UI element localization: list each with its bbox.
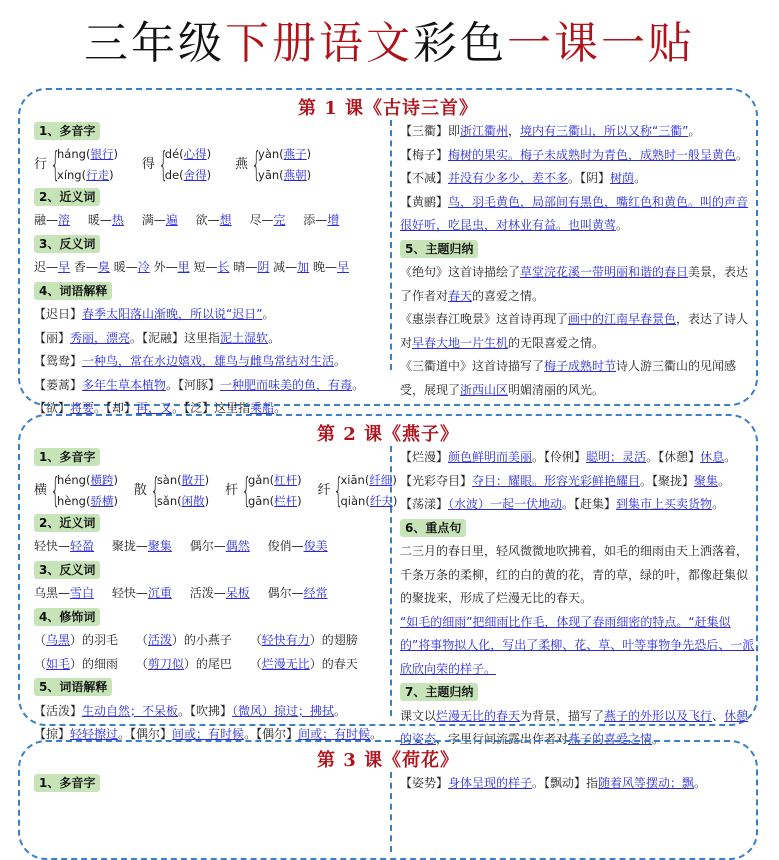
answer-link[interactable]: 乌黑: [46, 633, 71, 647]
answer-link[interactable]: 想: [219, 213, 232, 227]
title-part: 一课一贴: [507, 18, 695, 69]
lesson-1-card: [18, 88, 758, 415]
text: ）的翅膀: [309, 633, 358, 647]
definition-line: [34, 700, 384, 724]
definition-link[interactable]: 鸟，羽毛黄色，局部间有黑色，嘴红色和黄色。叫的声音很好听，吃昆虫，对林业有益。也叫黄莺: [400, 194, 749, 232]
pinyin: yàn: [258, 146, 280, 161]
term: 暖—: [87, 213, 112, 227]
term: 欲—: [195, 213, 220, 227]
answer-link[interactable]: 剪刀似: [147, 656, 184, 671]
definition-line: [400, 493, 756, 517]
definition-line: [400, 772, 756, 796]
pinyin: gǎn: [247, 472, 270, 487]
key-link[interactable]: 燕子的喜爱之情: [568, 732, 653, 746]
theme-paragraph: [400, 308, 756, 355]
pinyin: gān: [247, 493, 270, 508]
definition-link[interactable]: （微风）掠过；拂拭: [232, 703, 335, 718]
answer-link[interactable]: 增: [327, 213, 340, 227]
key-link[interactable]: 烂漫无比的春天: [436, 708, 521, 723]
word-link[interactable]: 骄横: [90, 493, 114, 508]
text: ）的小燕子: [171, 633, 232, 647]
theme-paragraph: [400, 261, 756, 308]
pinyin: qiàn: [340, 493, 366, 508]
text: ，表达了诗人对: [400, 312, 749, 350]
term: 【迟日】: [34, 307, 83, 321]
brace-icon: {: [241, 470, 252, 511]
answer-link[interactable]: 早: [337, 260, 350, 274]
term: 【荡漾】: [400, 497, 449, 511]
pinyin: héng: [57, 472, 86, 487]
answer-link[interactable]: 里: [177, 260, 190, 274]
definition-link[interactable]: 将要: [70, 401, 95, 415]
punct: 。: [274, 401, 287, 415]
answer-link[interactable]: 冷: [137, 260, 150, 274]
section-heading: 4、修饰词: [34, 608, 100, 626]
definition-link[interactable]: 间或；有时候: [298, 727, 371, 741]
definition-link[interactable]: （水波）一起一伏地动: [448, 497, 563, 511]
term: 满—: [141, 213, 166, 227]
definition-line: [400, 470, 756, 494]
answer-link[interactable]: 遍: [165, 213, 178, 227]
definition-link[interactable]: 并没有少多少，差不多: [448, 171, 569, 185]
text: 课文以: [400, 708, 437, 723]
title-part: 彩色: [413, 18, 507, 69]
section-heading: 2、近义词: [34, 188, 100, 206]
definition-link[interactable]: 一种鸟，常在水边嬉戏，雄鸟与雌鸟常结对生活: [82, 354, 335, 368]
text: ）的春天: [309, 656, 358, 671]
definition-link[interactable]: 身体呈现的样子: [448, 776, 533, 790]
synonym-row: [34, 535, 384, 559]
term: 【三衢】即: [400, 124, 461, 138]
key-sentence-note[interactable]: “如毛的细雨”把细雨比作毛，体现了春雨细密的特点。“赶集似的”将事物拟人化，写出了柔柳、花、草、叶等事物争先恐后、一派欣欣向荣的样子。: [400, 614, 755, 676]
term: 暖—: [113, 260, 138, 274]
definition-link[interactable]: 浙江衢州: [460, 124, 509, 138]
term: 。【偶尔】: [244, 727, 299, 741]
answer-link[interactable]: 呆板: [225, 586, 250, 600]
punct: （: [249, 656, 262, 671]
key-link[interactable]: 画中的江南早春景色: [568, 312, 677, 326]
answer-link[interactable]: 轻盈: [70, 539, 95, 553]
polyphone-item: 燕 { yàn(燕子) yān(燕朝): [235, 144, 312, 185]
polyphone-item: 行 { háng(银行) xíng(行走): [34, 144, 118, 185]
definition-line: [34, 350, 384, 374]
definition-link[interactable]: 一种肥而味美的鱼，有毒: [220, 377, 353, 392]
modifier-row: [34, 653, 384, 677]
text: ）的细雨: [70, 656, 119, 671]
pinyin: dé: [164, 146, 180, 161]
brace-icon: {: [50, 470, 61, 511]
pinyin: de: [164, 167, 180, 182]
brace-icon: {: [158, 144, 169, 185]
theme-paragraph: [400, 355, 756, 402]
text: 的喜爱之情。: [472, 288, 545, 303]
punct: 。: [268, 330, 281, 345]
term: 。【河豚】: [166, 377, 221, 392]
punct: 。: [724, 450, 737, 464]
key-link[interactable]: 春天: [448, 288, 473, 303]
punct: 。: [370, 727, 383, 741]
definition-link[interactable]: 生动自然；不呆板: [82, 703, 179, 718]
definition-link[interactable]: 树荫: [610, 171, 635, 185]
definition-line: [34, 374, 384, 398]
key-link[interactable]: 燕子的外形以及飞行: [604, 708, 713, 723]
punct: 。: [634, 171, 647, 185]
lesson-3-card: [18, 740, 758, 860]
modifier-row: [34, 629, 384, 653]
pinyin: xiān: [340, 472, 365, 487]
section-heading: 1、多音字: [34, 122, 100, 140]
text: 明媚清丽的风光。: [508, 382, 605, 397]
term: 。【赶集】: [562, 497, 617, 511]
term: 。【泛】这里指: [172, 401, 251, 415]
section-heading: 7、主题归纳: [400, 683, 478, 701]
section-heading: 1、多音字: [34, 774, 100, 792]
pinyin: hèng: [57, 493, 86, 508]
term: 。【伶俐】: [532, 450, 587, 464]
definition-link[interactable]: 间或；有时候: [172, 727, 245, 741]
answer-link[interactable]: 臭: [97, 260, 110, 274]
punct: 。: [334, 354, 347, 368]
word-link[interactable]: 纤细: [369, 472, 393, 487]
punct: （: [34, 633, 47, 647]
synonym-row: [34, 209, 384, 233]
answer-link[interactable]: 雪白: [70, 586, 95, 600]
polyphone-item: 杆 { gǎn(杠杆) gān(栏杆): [224, 470, 302, 511]
definition-link[interactable]: 多年生草本植物: [82, 377, 167, 392]
word-link[interactable]: 栏杆: [274, 493, 298, 508]
definition-line: [34, 303, 384, 327]
text: 《绝句》这首诗描绘了: [400, 265, 521, 279]
polyphone-item: 横 { héng(横跨) hèng(骄横): [34, 470, 118, 511]
definition-link[interactable]: 聪明；灵活: [586, 450, 647, 464]
term: 尽—: [249, 213, 274, 227]
punct: ，: [508, 124, 521, 138]
polyphone-item: 得 { dé(心得) de(舍得): [141, 144, 212, 185]
definition-link[interactable]: 乘船: [250, 401, 275, 415]
punct: 。: [352, 377, 365, 392]
term: 迟—: [34, 260, 59, 274]
definition-link[interactable]: 再，又: [136, 401, 173, 415]
char: 得: [141, 156, 155, 172]
definition-link[interactable]: 夺目：耀眼。形容光彩鲜艳耀目: [472, 473, 641, 488]
term: 偶尔—: [189, 539, 226, 553]
pinyin: yān: [258, 167, 280, 182]
left-column: [34, 446, 398, 747]
text: 《三衢道中》这首诗描写了: [400, 359, 545, 373]
term: 外—: [153, 260, 178, 274]
char: 燕: [235, 156, 249, 172]
char: 杆: [224, 482, 238, 498]
brace-icon: {: [50, 144, 61, 185]
answer-link[interactable]: 热: [111, 213, 124, 227]
word-link[interactable]: 燕朝: [283, 167, 307, 182]
definition-line: [34, 327, 384, 351]
answer-link[interactable]: 轻快有力: [261, 633, 310, 647]
term: 偶尔—: [267, 586, 304, 600]
word-link[interactable]: 行走: [86, 167, 110, 182]
lesson-title: 第 2 课《燕子》: [316, 424, 460, 445]
term: 俊俏—: [267, 539, 304, 553]
term: 晴—: [233, 260, 258, 274]
punct: （: [249, 633, 262, 647]
section-heading: 5、主题归纳: [400, 240, 478, 258]
term: 轻快—: [111, 586, 148, 600]
char: 横: [34, 482, 48, 498]
right-column: [390, 446, 756, 746]
definition-link[interactable]: 春季太阳落山渐晚，所以说“迟日”: [82, 307, 263, 321]
word-link[interactable]: 杠杆: [274, 472, 298, 487]
term: 融—: [34, 213, 59, 227]
word-link[interactable]: 散开: [181, 472, 205, 487]
text: 为背景，描写了: [520, 708, 605, 723]
term: 。【阴】: [568, 171, 611, 185]
term: 【掠】: [34, 727, 71, 741]
pinyin: xíng: [57, 167, 82, 182]
definition-line: [400, 120, 756, 144]
term: 添—: [303, 213, 328, 227]
answer-link[interactable]: 长: [217, 260, 230, 274]
word-link[interactable]: 心得: [183, 146, 207, 161]
term: 【梅子】: [400, 147, 449, 162]
lesson-2-card: [18, 414, 758, 746]
pinyin: háng: [57, 146, 86, 161]
char: 纤: [317, 482, 331, 498]
definition-link[interactable]: 聚集: [694, 473, 719, 488]
punct: 。: [334, 703, 347, 718]
text: 、: [712, 708, 725, 723]
antonym-row: [34, 582, 384, 606]
definition-link[interactable]: 轻轻擦过: [70, 727, 119, 741]
answer-link[interactable]: 溶: [58, 213, 71, 227]
definition-link[interactable]: 梅树的果实。梅子未成熟时为青色，成熟时一般呈黄色: [448, 147, 737, 162]
char: 行: [34, 156, 48, 172]
key-link[interactable]: 早春大地一片生机: [412, 335, 509, 350]
term: 【烂漫】: [400, 450, 449, 464]
term: 【鸳鸯】: [34, 354, 83, 368]
term: 。【聚拢】: [640, 473, 695, 488]
term: 活泼—: [189, 586, 226, 600]
brace-icon: {: [150, 470, 161, 511]
text: 美景，表达了作者对: [400, 265, 749, 303]
definition-link[interactable]: 到集市上买卖货物: [616, 497, 713, 511]
definition-link[interactable]: 随着风等摆动；飘: [598, 776, 695, 790]
term: 减—: [273, 260, 298, 274]
term: 【不减】: [400, 171, 449, 185]
term: 。【泥融】这里指: [130, 330, 221, 345]
term: 【蒌蒿】: [34, 377, 83, 392]
punct: 。: [736, 147, 749, 162]
brace-icon: {: [251, 144, 262, 185]
left-column: [34, 120, 384, 421]
right-column: [390, 772, 756, 852]
punct: 。: [262, 307, 275, 321]
text: 的无限喜爱之情。: [508, 335, 605, 350]
punct: 。: [616, 218, 629, 232]
term: 香—: [73, 260, 98, 274]
key-link[interactable]: 休憩的姿态: [400, 708, 749, 746]
punct: （: [135, 633, 148, 647]
section-heading: 5、词语解释: [34, 678, 112, 696]
term: 【丽】: [34, 330, 71, 345]
term: 晚—: [313, 260, 338, 274]
right-column: [390, 120, 756, 397]
term: 【姿势】: [400, 776, 449, 790]
answer-link[interactable]: 烂漫无比: [261, 656, 310, 671]
key-sentence: 二三月的春日里，轻风微微地吹拂着，如毛的细雨由天上洒落着，千条万条的柔柳，红的白的黄的花，青的草，绿的叶，都像赶集似的聚拢来，形成了烂漫无比的春天。: [400, 544, 749, 605]
term: 【黄鹂】: [400, 194, 449, 209]
answer-link[interactable]: 完: [273, 213, 286, 227]
word-link[interactable]: 横跨: [90, 472, 114, 487]
text: 《惠崇春江晚景》这首诗再现了: [400, 312, 569, 326]
word-link[interactable]: 燕子: [283, 146, 307, 161]
definition-line: [400, 167, 756, 191]
text: ，字里行间流露出作者对: [436, 732, 569, 746]
definition-line: [400, 144, 756, 168]
term: 【光彩夺目】: [400, 473, 473, 488]
definition-link[interactable]: 泥土湿软: [220, 330, 269, 345]
text: 。: [652, 732, 665, 746]
term: 轻快—: [34, 539, 71, 553]
term: 。【吹拂】: [178, 703, 233, 718]
definition-link[interactable]: 颜色鲜明而美丽: [448, 450, 533, 464]
pinyin: sàn: [156, 472, 178, 487]
term: 。【飘动】指: [532, 776, 599, 790]
section-heading: 2、近义词: [34, 514, 100, 532]
definition-line: [400, 191, 756, 238]
punct: （: [135, 656, 148, 671]
antonym-row: [34, 256, 384, 280]
definition-line: [400, 446, 756, 470]
answer-link[interactable]: 早: [58, 260, 71, 274]
term: 。【偶尔】: [118, 727, 173, 741]
polyphone-row: [34, 470, 398, 512]
section-heading: 6、重点句: [400, 519, 466, 537]
answer-link[interactable]: 俊美: [303, 539, 328, 553]
term: 【活泼】: [34, 703, 83, 718]
section-heading: 3、反义词: [34, 561, 100, 579]
text: ）的尾巴: [183, 656, 232, 671]
lesson-title: 第 1 课《古诗三首》: [297, 98, 479, 119]
answer-link[interactable]: 加: [297, 260, 310, 274]
answer-link[interactable]: 沉重: [147, 586, 172, 600]
char: 散: [133, 482, 147, 498]
title-part: 下册语文: [225, 18, 413, 69]
punct: 。: [694, 776, 707, 790]
key-link[interactable]: 草堂浣花溪一带明丽和谐的春日: [520, 265, 689, 279]
answer-link[interactable]: 聚集: [147, 539, 172, 553]
section-heading: 4、词语解释: [34, 282, 112, 300]
word-link[interactable]: 银行: [90, 146, 114, 161]
punct: （: [34, 656, 47, 671]
polyphone-row: [34, 144, 384, 186]
term: 【欲】: [34, 401, 71, 415]
definition-link[interactable]: 秀丽，漂亮: [70, 330, 131, 345]
punct: 。: [712, 497, 725, 511]
page-title: [0, 14, 779, 74]
pinyin: sǎn: [156, 493, 178, 508]
punct: 。: [718, 473, 731, 488]
title-part: 三年级: [84, 18, 225, 69]
term: 聚拢—: [111, 539, 148, 553]
key-link[interactable]: 浙西山区: [460, 382, 509, 397]
answer-link[interactable]: 偶然: [225, 539, 250, 553]
term: 短—: [193, 260, 218, 274]
polyphone-item: 散 { sàn(散开) sǎn(闲散): [133, 470, 210, 511]
answer-link[interactable]: 阴: [257, 260, 270, 274]
key-link[interactable]: 梅子成熟时节: [544, 359, 617, 373]
definition-link[interactable]: 休息: [700, 450, 725, 464]
term: 。【休憩】: [646, 450, 701, 464]
left-column: [34, 772, 384, 796]
answer-link[interactable]: 经常: [303, 586, 328, 600]
definition-link[interactable]: 境内有三衢山，所以又称“三衢”: [520, 124, 689, 138]
text: 诗人游三衢山的见闻感受，展现了: [400, 359, 737, 397]
punct: 。: [688, 124, 701, 138]
term: 。【却】: [94, 401, 137, 415]
text: ）的羽毛: [70, 633, 119, 647]
section-heading: 3、反义词: [34, 235, 100, 253]
answer-link[interactable]: 如毛: [46, 656, 71, 671]
answer-link[interactable]: 活泼: [147, 633, 172, 647]
word-link[interactable]: 舍得: [183, 167, 207, 182]
term: 乌黑—: [34, 586, 71, 600]
lesson-title: 第 3 课《荷花》: [316, 750, 460, 771]
section-heading: 1、多音字: [34, 448, 100, 466]
word-link[interactable]: 闲散: [181, 493, 205, 508]
word-link[interactable]: 纤夫: [369, 493, 393, 508]
brace-icon: {: [333, 470, 344, 511]
polyphone-item: 纤 { xiān(纤细) qiàn(纤夫): [317, 470, 398, 511]
